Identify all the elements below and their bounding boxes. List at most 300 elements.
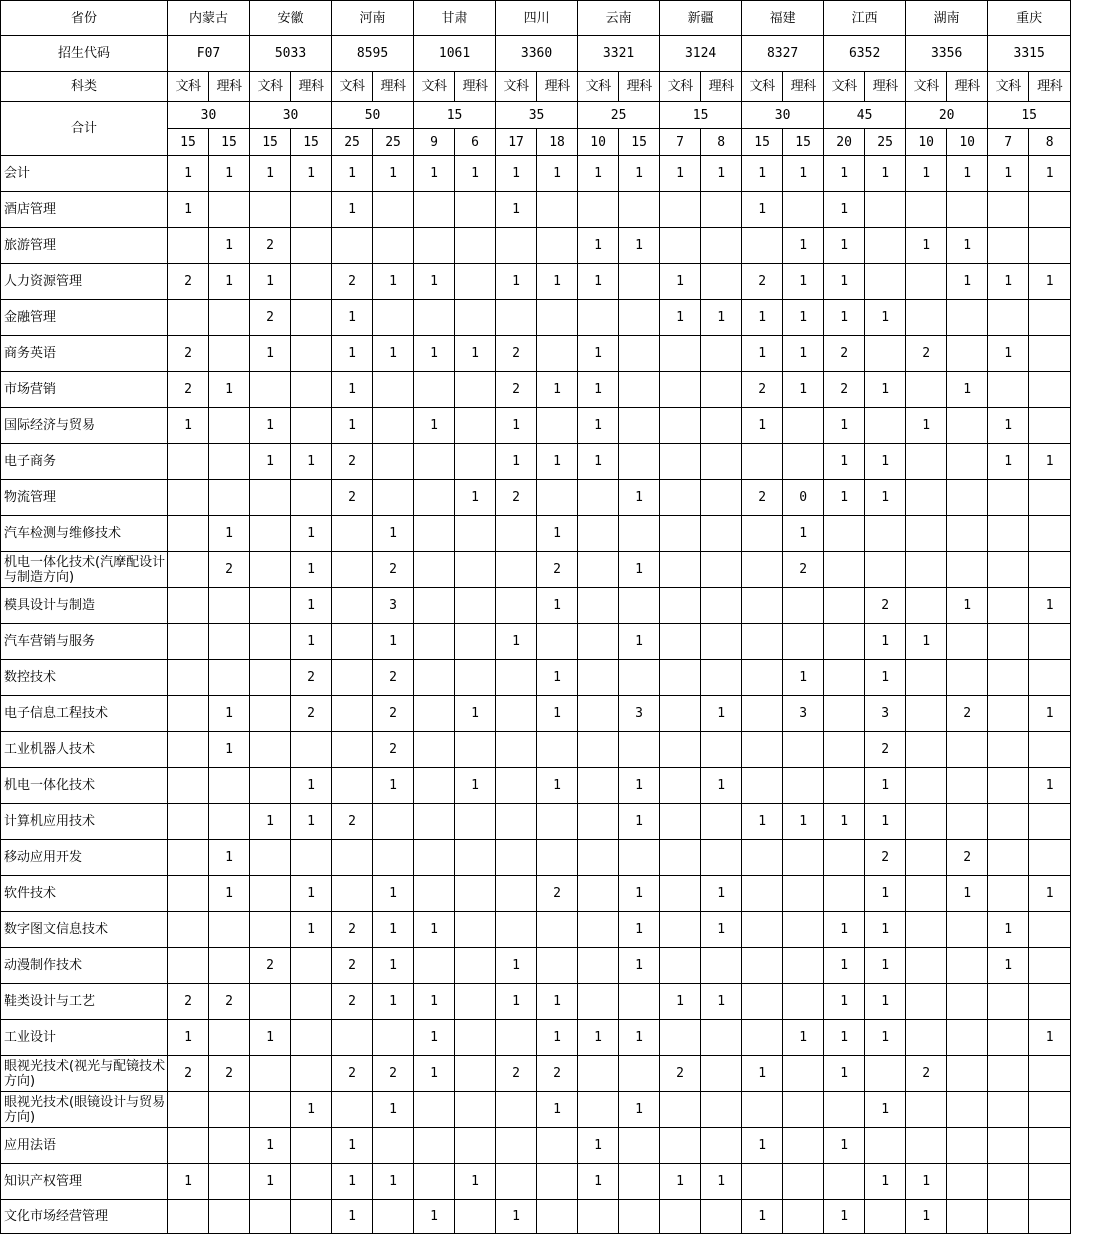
quota-cell [988, 732, 1029, 768]
quota-cell [906, 768, 947, 804]
quota-cell [906, 840, 947, 876]
quota-cell [250, 624, 291, 660]
quota-cell: 1 [578, 444, 619, 480]
quota-cell: 1 [578, 1128, 619, 1164]
quota-cell: 1 [414, 1020, 455, 1056]
quota-cell: 2 [168, 372, 209, 408]
major-row [1, 948, 1071, 984]
quota-cell: 1 [865, 300, 906, 336]
quota-cell [1029, 912, 1071, 948]
quota-cell [865, 1200, 906, 1234]
quota-cell [701, 588, 742, 624]
category-wenke: 文科 [988, 72, 1029, 102]
quota-cell [701, 264, 742, 300]
quota-cell [660, 768, 701, 804]
quota-cell [660, 696, 701, 732]
quota-cell: 1 [988, 444, 1029, 480]
quota-cell [1029, 552, 1071, 588]
quota-cell: 1 [537, 1092, 578, 1128]
total-wenke: 9 [414, 129, 455, 156]
major-name: 工业设计 [1, 1020, 168, 1056]
quota-cell [988, 1020, 1029, 1056]
quota-cell: 2 [865, 840, 906, 876]
quota-cell: 1 [619, 1092, 660, 1128]
quota-cell [168, 588, 209, 624]
quota-cell [988, 696, 1029, 732]
quota-cell [250, 480, 291, 516]
total-wenke: 10 [578, 129, 619, 156]
quota-cell [291, 732, 332, 768]
quota-cell [783, 1164, 824, 1200]
quota-cell [332, 624, 373, 660]
major-name: 酒店管理 [1, 192, 168, 228]
quota-cell [619, 192, 660, 228]
quota-cell [455, 372, 496, 408]
quota-cell: 1 [824, 264, 865, 300]
quota-cell [660, 732, 701, 768]
quota-cell [578, 624, 619, 660]
quota-cell: 1 [168, 408, 209, 444]
category-wenke: 文科 [496, 72, 537, 102]
quota-cell [414, 624, 455, 660]
quota-cell [209, 300, 250, 336]
quota-cell [824, 1092, 865, 1128]
quota-cell [537, 912, 578, 948]
quota-cell [619, 984, 660, 1020]
quota-cell [988, 984, 1029, 1020]
enrollment-code: 3360 [496, 36, 578, 72]
quota-cell: 1 [414, 336, 455, 372]
quota-cell [578, 552, 619, 588]
quota-cell: 2 [906, 336, 947, 372]
quota-cell: 2 [373, 1056, 414, 1092]
quota-cell [701, 1056, 742, 1092]
quota-cell [660, 444, 701, 480]
enrollment-code: 3124 [660, 36, 742, 72]
quota-cell [988, 804, 1029, 840]
quota-cell [209, 1164, 250, 1200]
quota-cell [537, 804, 578, 840]
major-name: 旅游管理 [1, 228, 168, 264]
province-name: 湖南 [906, 1, 988, 36]
quota-cell [455, 732, 496, 768]
quota-cell: 1 [209, 516, 250, 552]
quota-cell: 0 [783, 480, 824, 516]
enrollment-code: 3321 [578, 36, 660, 72]
quota-cell: 1 [824, 408, 865, 444]
quota-cell [250, 1200, 291, 1234]
quota-cell [414, 876, 455, 912]
quota-cell: 1 [865, 1020, 906, 1056]
quota-cell [824, 624, 865, 660]
quota-cell: 2 [496, 372, 537, 408]
code-header: 招生代码 [1, 36, 168, 72]
major-row [1, 372, 1071, 408]
quota-cell [373, 300, 414, 336]
quota-cell: 2 [906, 1056, 947, 1092]
quota-cell: 1 [168, 156, 209, 192]
quota-cell [619, 1056, 660, 1092]
province-total: 30 [742, 102, 824, 129]
quota-cell [783, 192, 824, 228]
category-like: 理科 [537, 72, 578, 102]
quota-cell [168, 696, 209, 732]
quota-cell: 1 [906, 156, 947, 192]
quota-cell: 1 [824, 228, 865, 264]
major-row [1, 480, 1071, 516]
quota-cell [947, 804, 988, 840]
quota-cell [496, 552, 537, 588]
quota-cell [660, 1092, 701, 1128]
quota-cell: 2 [332, 1056, 373, 1092]
quota-cell: 1 [865, 1092, 906, 1128]
quota-cell [947, 768, 988, 804]
major-name: 数字图文信息技术 [1, 912, 168, 948]
quota-cell: 1 [988, 156, 1029, 192]
quota-cell [660, 624, 701, 660]
quota-cell [455, 516, 496, 552]
major-name: 应用法语 [1, 1128, 168, 1164]
quota-cell [496, 768, 537, 804]
quota-cell [783, 840, 824, 876]
quota-cell: 2 [865, 588, 906, 624]
quota-cell [291, 840, 332, 876]
major-row [1, 1200, 1071, 1234]
quota-cell [783, 408, 824, 444]
quota-cell: 1 [250, 444, 291, 480]
quota-cell [947, 516, 988, 552]
quota-cell [291, 300, 332, 336]
quota-cell [209, 444, 250, 480]
quota-cell: 1 [578, 408, 619, 444]
quota-cell [250, 1092, 291, 1128]
quota-cell: 1 [906, 1164, 947, 1200]
quota-cell: 1 [578, 156, 619, 192]
quota-cell [1029, 372, 1071, 408]
total-like: 15 [619, 129, 660, 156]
quota-cell: 1 [291, 804, 332, 840]
quota-cell: 1 [783, 300, 824, 336]
quota-cell [783, 948, 824, 984]
quota-cell [455, 912, 496, 948]
quota-cell: 1 [660, 264, 701, 300]
major-name: 鞋类设计与工艺 [1, 984, 168, 1020]
quota-cell: 1 [619, 1020, 660, 1056]
quota-cell: 1 [209, 264, 250, 300]
quota-cell [906, 516, 947, 552]
quota-cell: 1 [865, 984, 906, 1020]
quota-cell [947, 552, 988, 588]
quota-cell [1029, 336, 1071, 372]
quota-cell: 2 [373, 732, 414, 768]
quota-cell: 1 [701, 1164, 742, 1200]
quota-cell: 1 [373, 336, 414, 372]
quota-cell [988, 300, 1029, 336]
quota-cell [619, 408, 660, 444]
quota-cell [988, 228, 1029, 264]
quota-cell: 2 [209, 1056, 250, 1092]
enrollment-code: 1061 [414, 36, 496, 72]
quota-cell [660, 408, 701, 444]
quota-cell [906, 264, 947, 300]
quota-cell: 1 [865, 624, 906, 660]
quota-cell: 1 [701, 912, 742, 948]
quota-cell [1029, 408, 1071, 444]
quota-cell [414, 948, 455, 984]
quota-cell: 1 [414, 264, 455, 300]
quota-cell [742, 228, 783, 264]
quota-cell [906, 804, 947, 840]
quota-cell [168, 516, 209, 552]
quota-cell: 1 [250, 156, 291, 192]
quota-cell [168, 1200, 209, 1234]
quota-cell: 1 [250, 408, 291, 444]
quota-cell: 1 [578, 336, 619, 372]
quota-cell [455, 300, 496, 336]
total-like: 8 [701, 129, 742, 156]
quota-cell: 2 [209, 984, 250, 1020]
quota-cell [1029, 1092, 1071, 1128]
quota-cell [988, 588, 1029, 624]
quota-cell [619, 264, 660, 300]
quota-cell: 1 [291, 588, 332, 624]
quota-cell [578, 984, 619, 1020]
total-like: 10 [947, 129, 988, 156]
quota-cell [455, 624, 496, 660]
quota-cell [168, 804, 209, 840]
quota-cell [455, 984, 496, 1020]
total-row [1, 102, 1071, 129]
province-name: 重庆 [988, 1, 1071, 36]
quota-cell: 1 [824, 1128, 865, 1164]
quota-cell [168, 948, 209, 984]
major-name: 市场营销 [1, 372, 168, 408]
quota-cell [414, 588, 455, 624]
quota-cell [988, 1164, 1029, 1200]
quota-cell: 2 [373, 660, 414, 696]
quota-cell [168, 840, 209, 876]
quota-cell: 2 [496, 480, 537, 516]
major-name: 软件技术 [1, 876, 168, 912]
quota-cell [742, 1164, 783, 1200]
quota-cell [742, 768, 783, 804]
major-name: 汽车检测与维修技术 [1, 516, 168, 552]
province-total: 50 [332, 102, 414, 129]
major-row [1, 1128, 1071, 1164]
quota-cell [373, 480, 414, 516]
quota-cell: 1 [414, 156, 455, 192]
quota-cell [701, 732, 742, 768]
province-header: 省份 [1, 1, 168, 36]
quota-cell [701, 948, 742, 984]
quota-cell: 2 [537, 876, 578, 912]
quota-cell [824, 768, 865, 804]
quota-cell: 1 [906, 228, 947, 264]
quota-cell [1029, 660, 1071, 696]
quota-cell: 2 [373, 552, 414, 588]
quota-cell: 2 [332, 948, 373, 984]
quota-cell [1029, 804, 1071, 840]
quota-cell [988, 516, 1029, 552]
quota-cell [209, 1128, 250, 1164]
quota-cell [578, 1056, 619, 1092]
quota-cell [865, 228, 906, 264]
major-row [1, 696, 1071, 732]
quota-cell: 1 [783, 264, 824, 300]
major-name: 工业机器人技术 [1, 732, 168, 768]
quota-cell [660, 336, 701, 372]
quota-cell: 1 [168, 192, 209, 228]
quota-cell [537, 1164, 578, 1200]
quota-cell [947, 984, 988, 1020]
quota-cell [414, 1164, 455, 1200]
quota-cell: 1 [742, 156, 783, 192]
quota-cell: 1 [373, 1164, 414, 1200]
quota-cell [373, 840, 414, 876]
quota-cell: 1 [209, 372, 250, 408]
quota-cell [742, 948, 783, 984]
quota-cell [660, 372, 701, 408]
quota-cell: 1 [947, 588, 988, 624]
quota-cell: 1 [168, 1164, 209, 1200]
quota-cell [824, 516, 865, 552]
quota-cell: 1 [988, 408, 1029, 444]
quota-cell [332, 876, 373, 912]
quota-cell: 1 [332, 372, 373, 408]
quota-cell [742, 876, 783, 912]
quota-cell: 1 [865, 660, 906, 696]
quota-cell: 1 [1029, 264, 1071, 300]
quota-cell [537, 408, 578, 444]
major-row [1, 444, 1071, 480]
category-wenke: 文科 [660, 72, 701, 102]
quota-cell [619, 732, 660, 768]
quota-cell [701, 1128, 742, 1164]
quota-cell [701, 444, 742, 480]
major-row [1, 1164, 1071, 1200]
category-wenke: 文科 [906, 72, 947, 102]
province-total: 15 [414, 102, 496, 129]
quota-cell [168, 876, 209, 912]
quota-cell [578, 804, 619, 840]
quota-cell: 3 [783, 696, 824, 732]
quota-cell [619, 300, 660, 336]
quota-cell [1029, 480, 1071, 516]
quota-cell [455, 948, 496, 984]
quota-cell: 2 [947, 696, 988, 732]
quota-cell [906, 552, 947, 588]
quota-cell [537, 732, 578, 768]
quota-cell [578, 732, 619, 768]
quota-cell [783, 1092, 824, 1128]
quota-cell [947, 912, 988, 948]
quota-cell [168, 480, 209, 516]
quota-cell: 1 [537, 372, 578, 408]
quota-cell: 1 [496, 984, 537, 1020]
quota-cell [250, 588, 291, 624]
quota-cell [578, 1092, 619, 1128]
quota-cell [209, 1200, 250, 1234]
quota-cell: 1 [824, 984, 865, 1020]
quota-cell: 1 [332, 1128, 373, 1164]
quota-cell [332, 732, 373, 768]
quota-cell [1029, 1056, 1071, 1092]
quota-cell: 1 [824, 156, 865, 192]
quota-cell: 1 [824, 804, 865, 840]
quota-cell [414, 192, 455, 228]
quota-cell [209, 1092, 250, 1128]
quota-cell: 1 [250, 336, 291, 372]
quota-cell: 1 [1029, 876, 1071, 912]
quota-cell: 1 [209, 156, 250, 192]
quota-cell [1029, 1128, 1071, 1164]
quota-cell: 1 [619, 912, 660, 948]
major-name: 计算机应用技术 [1, 804, 168, 840]
total-like: 15 [783, 129, 824, 156]
major-row [1, 840, 1071, 876]
total-wenke: 10 [906, 129, 947, 156]
category-row [1, 72, 1071, 102]
quota-cell [906, 372, 947, 408]
quota-cell [455, 444, 496, 480]
quota-cell [168, 732, 209, 768]
quota-cell [496, 876, 537, 912]
quota-cell: 2 [250, 300, 291, 336]
quota-cell [414, 768, 455, 804]
quota-cell [168, 768, 209, 804]
quota-cell [209, 408, 250, 444]
quota-cell: 1 [701, 768, 742, 804]
quota-cell: 1 [742, 804, 783, 840]
quota-cell [824, 876, 865, 912]
quota-cell [1029, 624, 1071, 660]
quota-cell: 1 [250, 804, 291, 840]
quota-cell [578, 300, 619, 336]
major-row [1, 336, 1071, 372]
quota-cell: 2 [168, 336, 209, 372]
total-like: 8 [1029, 129, 1071, 156]
quota-cell: 3 [865, 696, 906, 732]
quota-cell [783, 1056, 824, 1092]
quota-cell: 1 [701, 300, 742, 336]
quota-cell: 1 [783, 336, 824, 372]
quota-cell: 2 [742, 372, 783, 408]
quota-cell [619, 444, 660, 480]
quota-cell [660, 1020, 701, 1056]
quota-cell [619, 1200, 660, 1234]
quota-cell: 1 [332, 192, 373, 228]
quota-cell [291, 336, 332, 372]
quota-cell: 1 [1029, 588, 1071, 624]
quota-cell: 1 [332, 1164, 373, 1200]
major-name: 人力资源管理 [1, 264, 168, 300]
total-wenke: 15 [250, 129, 291, 156]
quota-cell [455, 840, 496, 876]
quota-cell [947, 444, 988, 480]
category-like: 理科 [455, 72, 496, 102]
quota-cell [1029, 228, 1071, 264]
quota-cell: 1 [578, 372, 619, 408]
quota-cell [619, 840, 660, 876]
quota-cell [537, 228, 578, 264]
quota-cell: 1 [742, 192, 783, 228]
category-wenke: 文科 [250, 72, 291, 102]
major-row [1, 588, 1071, 624]
major-row [1, 156, 1071, 192]
quota-cell: 1 [496, 192, 537, 228]
quota-cell [250, 768, 291, 804]
quota-cell [660, 480, 701, 516]
